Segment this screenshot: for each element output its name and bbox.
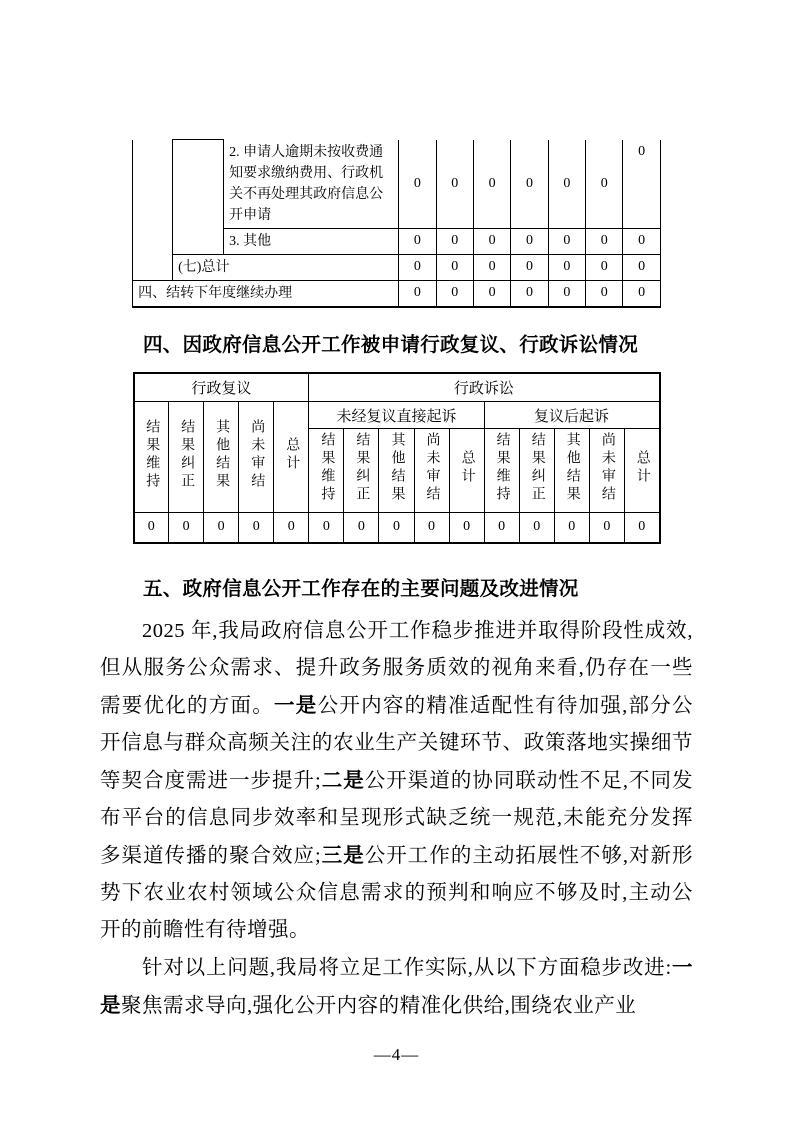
column-header: 结果维持 [309, 429, 344, 513]
column-header: 结果维持 [484, 429, 519, 513]
paragraph-text: 公开工作的主动拓展性不够,对新形势下农业农村领域公众信息需求的预判和响应不够及时,主动公开的前瞻性有待增强。 [100, 844, 694, 941]
value-cell: 0 [239, 513, 274, 543]
value-cell: 0 [399, 140, 436, 229]
value-cell: 0 [399, 228, 436, 254]
value-cell: 0 [134, 513, 169, 543]
value-cell: 0 [473, 254, 510, 280]
table-row [133, 280, 661, 307]
value-cell: 0 [436, 228, 473, 254]
value-cell: 0 [309, 513, 344, 543]
column-header: 其他结果 [379, 429, 414, 513]
emphasis-second: 二是 [321, 768, 365, 792]
column-header: 尚未审结 [239, 402, 274, 513]
value-cell: 0 [511, 254, 548, 280]
value-cell: 0 [519, 513, 554, 543]
subgroup-header-after-review: 复议后起诉 [484, 402, 659, 429]
value-cell: 0 [511, 280, 548, 307]
value-cell: 0 [379, 513, 414, 543]
subgroup-header-direct: 未经复议直接起诉 [309, 402, 484, 429]
value-cell: 0 [344, 513, 379, 543]
column-header: 总计 [624, 429, 659, 513]
value-cell: 0 [399, 280, 436, 307]
value-cell: 0 [554, 513, 589, 543]
value-cell: 0 [436, 140, 473, 229]
value-cell: 0 [586, 140, 623, 229]
column-header: 其他结果 [554, 429, 589, 513]
column-header: 结果纠正 [169, 402, 204, 513]
table-row [133, 254, 661, 280]
value-cell: 0 [473, 140, 510, 229]
improvements-paragraph [100, 949, 693, 1025]
value-cell: 0 [449, 513, 484, 543]
group-header-review: 行政复议 [134, 373, 309, 402]
value-cell: 0 [623, 228, 660, 254]
section-5-heading: 五、政府信息公开工作存在的主要问题及改进情况 [143, 577, 579, 600]
table-header-row [134, 373, 660, 402]
value-cell: 0 [436, 254, 473, 280]
value-cell: 0 [589, 513, 624, 543]
value-cell: 0 [473, 280, 510, 307]
column-header: 结果纠正 [519, 429, 554, 513]
value-cell: 0 [624, 513, 659, 543]
value-cell: 0 [623, 254, 660, 280]
section-4-heading: 四、因政府信息公开工作被申请行政复议、行政诉讼情况 [143, 333, 639, 356]
table-row [133, 140, 661, 229]
carryover-table [132, 139, 661, 308]
column-header: 结果维持 [134, 402, 169, 513]
value-cell: 0 [548, 228, 585, 254]
problems-paragraph [100, 613, 693, 949]
column-header: 结果纠正 [344, 429, 379, 513]
column-header: 总计 [449, 429, 484, 513]
paragraph-text: 2025 年,我局政府信息公开工作稳步推进并取得阶段性成效,但从服务公众需求、提升政务服务质效的视角来看,仍存在一些需要优化的方面。 [100, 619, 693, 717]
review-litigation-table [133, 372, 661, 544]
value-cell: 0 [399, 254, 436, 280]
paragraph-text: 公开内容的精准适配性有待加强,部分公开信息与群众高频关注的农业生产关键环节、政策落地实操细节等契合度需进一步提升; [100, 694, 694, 792]
value-cell: 0 [548, 254, 585, 280]
continued-subcategory-cell [173, 140, 224, 255]
value-cell: 0 [623, 280, 660, 307]
group-header-litigation: 行政诉讼 [309, 373, 660, 402]
value-cell: 0 [586, 254, 623, 280]
value-cell: 0 [511, 228, 548, 254]
value-cell: 0 [169, 513, 204, 543]
table-subheader-row [134, 402, 660, 429]
emphasis-first: 一是 [100, 955, 694, 1017]
continued-category-cell [133, 140, 173, 281]
table-values-row [134, 513, 660, 543]
column-header: 尚未审结 [589, 429, 624, 513]
emphasis-first: 一是 [274, 693, 318, 717]
value-cell: 0 [511, 140, 548, 229]
row-label: 2. 申请人逾期未按收费通知要求缴纳费用、行政机关不再处理其政府信息公开申请 [224, 140, 399, 229]
value-cell: 0 [204, 513, 239, 543]
column-header: 尚未审结 [414, 429, 449, 513]
value-cell: 0 [414, 513, 449, 543]
value-cell: 0 [274, 513, 309, 543]
column-header: 其他结果 [204, 402, 239, 513]
value-cell: 0 [586, 280, 623, 307]
emphasis-third: 三是 [321, 843, 365, 867]
value-cell: 0 [436, 280, 473, 307]
page-number: —4— [373, 1044, 420, 1064]
paragraph-text: 公开渠道的协同联动性不足,不同发布平台的信息同步效率和呈现形式缺乏统一规范,未能充分发挥多渠道传播的聚合效应; [100, 769, 694, 867]
row-label: 四、结转下年度继续办理 [133, 280, 399, 307]
paragraph-text: 聚焦需求导向,强化公开内容的精准化供给,围绕农业产业 [121, 994, 637, 1017]
value-cell: 0 [548, 280, 585, 307]
row-label: (七)总计 [173, 254, 399, 280]
column-header: 总计 [274, 402, 309, 513]
value-cell: 0 [473, 228, 510, 254]
value-cell: 0 [484, 513, 519, 543]
paragraph-text: 针对以上问题,我局将立足工作实际,从以下方面稳步改进: [142, 956, 672, 979]
value-cell: 0 [623, 140, 660, 229]
value-cell: 0 [586, 228, 623, 254]
value-cell: 0 [548, 140, 585, 229]
row-label: 3. 其他 [224, 228, 399, 254]
